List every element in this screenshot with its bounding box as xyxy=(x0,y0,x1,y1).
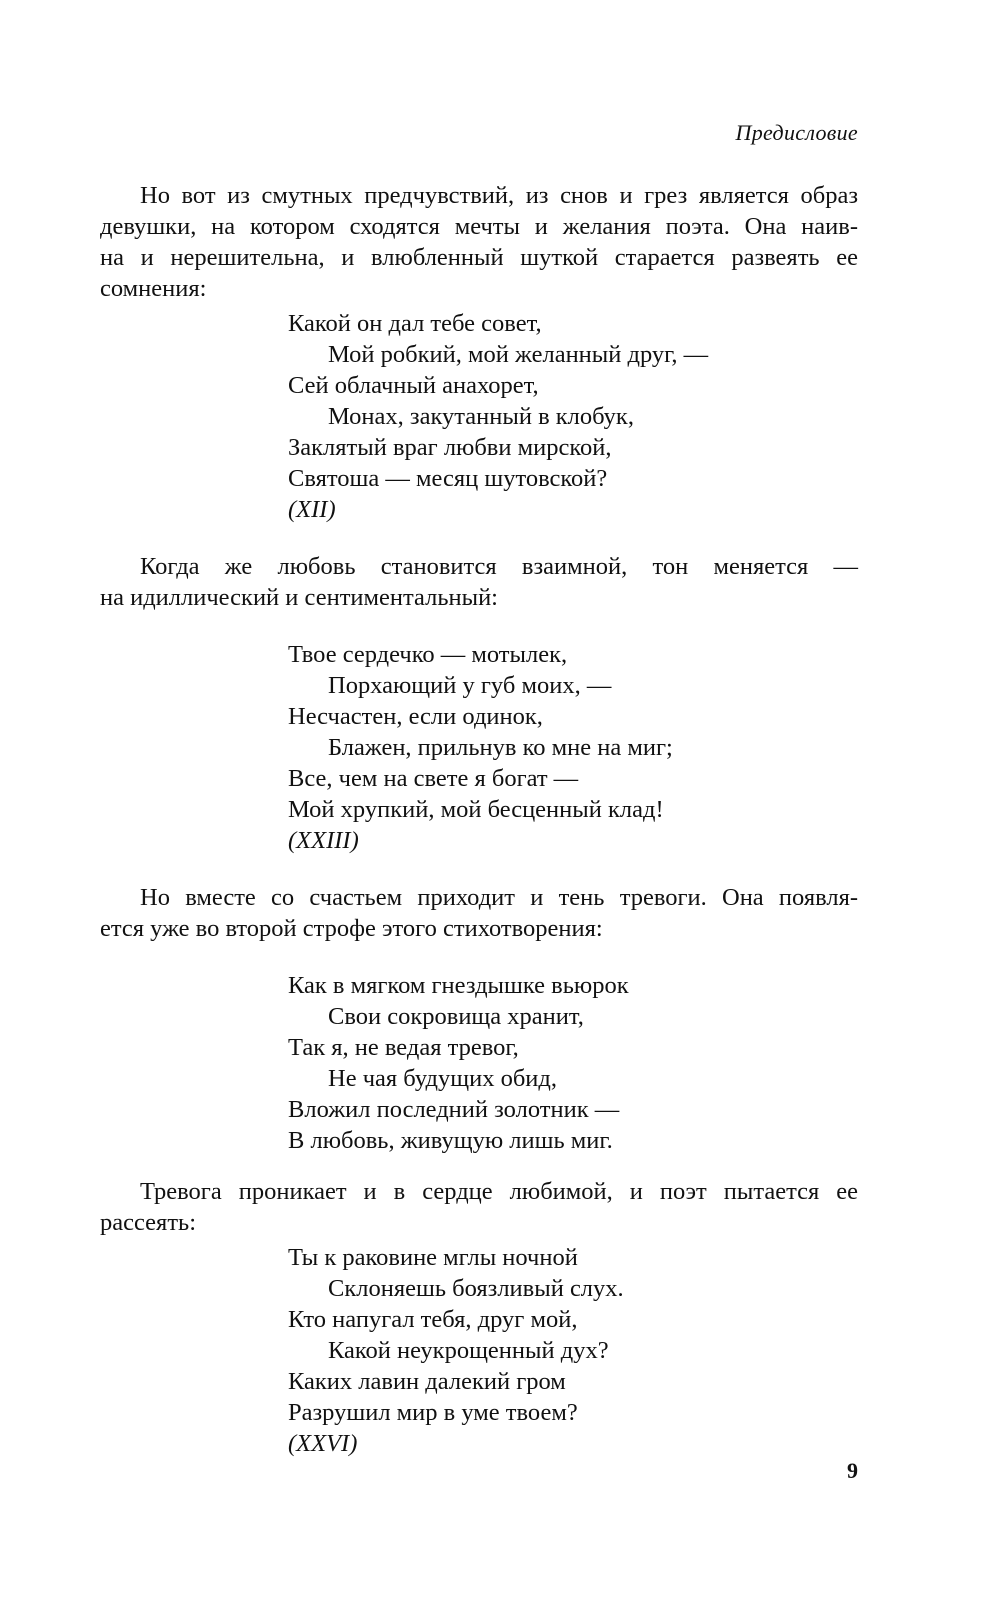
paragraph-line: ется уже во второй строфе этого стихотворения: xyxy=(100,915,603,942)
poem-reference: (XII) xyxy=(288,496,336,523)
poem-line: Несчастен, если одинок, xyxy=(288,703,543,730)
poem-line: Мой хрупкий, мой бесценный клад! xyxy=(288,796,664,823)
poem-line: Не чая будущих обид, xyxy=(328,1065,558,1092)
poem-line: Разрушил мир в уме твоем? xyxy=(288,1399,578,1426)
paragraph-line: сомнения: xyxy=(100,275,207,302)
paragraph-line: Но вот из смутных предчувствий, из снов и грез является образ xyxy=(140,182,858,209)
poem-line: Мой робкий, мой желанный друг, — xyxy=(328,341,709,368)
poem-line: Святоша — месяц шутовской? xyxy=(288,465,608,492)
poem-line: Твое сердечко — мотылек, xyxy=(288,641,568,668)
poem-line: Кто напугал тебя, друг мой, xyxy=(288,1306,578,1333)
poem-stanza xyxy=(100,1242,858,1459)
poem-line: Все, чем на свете я богат — xyxy=(288,765,579,792)
paragraph-line: Тревога проникает и в сердце любимой, и поэт пытается ее xyxy=(140,1178,858,1205)
running-title: Предисловие xyxy=(735,120,858,145)
poem-line: Ты к раковине мглы ночной xyxy=(288,1244,578,1271)
poem-line: Какой он дал тебе совет, xyxy=(288,310,542,337)
poem-line: Каких лавин далекий гром xyxy=(288,1368,566,1395)
poem-line: Какой неукрощенный дух? xyxy=(328,1337,609,1364)
poem-line: Сей облачный анахорет, xyxy=(288,372,539,399)
paragraph xyxy=(100,180,858,304)
poem-reference: (XXVI) xyxy=(288,1430,358,1457)
paragraph xyxy=(100,882,858,944)
poem-stanza xyxy=(100,639,858,856)
poem-line: Склоняешь боязливый слух. xyxy=(328,1275,624,1302)
paragraph-line: рассеять: xyxy=(100,1209,197,1236)
poem-line: Как в мягком гнездышке вьюрок xyxy=(288,972,629,999)
page-body xyxy=(100,180,858,1459)
page-number: 9 xyxy=(847,1458,858,1483)
paragraph xyxy=(100,1176,858,1238)
poem-stanza xyxy=(100,308,858,525)
poem-line: Свои сокровища хранит, xyxy=(328,1003,584,1030)
poem-line: Вложил последний золотник — xyxy=(288,1096,620,1123)
paragraph-line: на и нерешительна, и влюбленный шуткой старается развеять ее xyxy=(100,244,858,271)
book-page xyxy=(100,0,858,1615)
paragraph xyxy=(100,551,858,613)
poem-line: Монах, закутанный в клобук, xyxy=(328,403,634,430)
paragraph-line: Но вместе со счастьем приходит и тень тревоги. Она появля- xyxy=(140,884,858,911)
poem-line: В любовь, живущую лишь миг. xyxy=(288,1127,613,1154)
poem-line: Блажен, прильнув ко мне на миг; xyxy=(328,734,673,761)
paragraph-line: Когда же любовь становится взаимной, тон меняется — xyxy=(140,553,858,580)
poem-stanza xyxy=(100,970,858,1156)
paragraph-line: девушки, на котором сходятся мечты и желания поэта. Она наив- xyxy=(100,213,858,240)
poem-line: Порхающий у губ моих, — xyxy=(328,672,612,699)
paragraph-line: на идиллический и сентиментальный: xyxy=(100,584,498,611)
poem-line: Заклятый враг любви мирской, xyxy=(288,434,612,461)
poem-reference: (XXIII) xyxy=(288,827,359,854)
poem-line: Так я, не ведая тревог, xyxy=(288,1034,519,1061)
